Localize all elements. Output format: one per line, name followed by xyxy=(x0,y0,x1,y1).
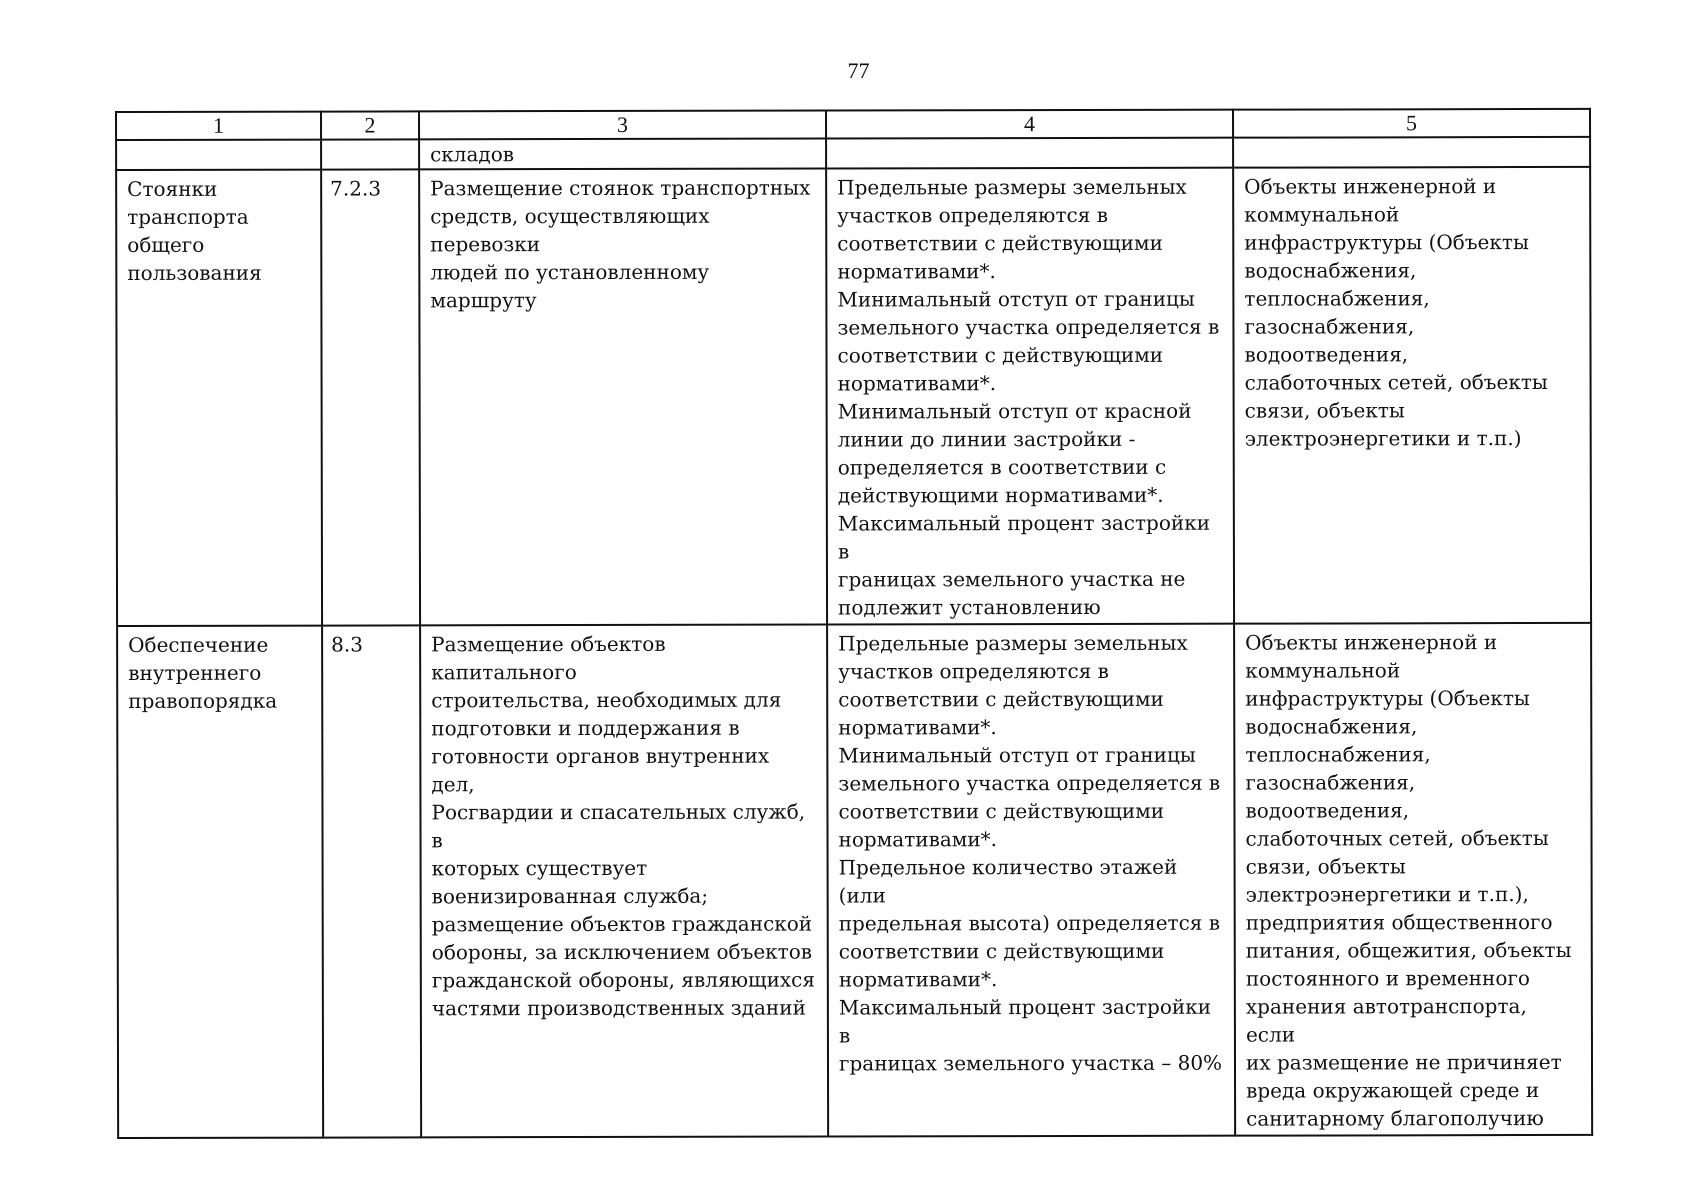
use-type-parameters: Предельные размеры земельных участков определяются в соответствии с действующими нормативами*. Минимальный отступ от границы земельного участка определяется в соответствии с действующими нормативами*. Предельное количество этажей (или предельная высота) определяется в соответствии с действующими нормативами*. Максимальный процент застройки в границах земельного участка – 80% xyxy=(827,624,1235,1137)
continuation-cell-4 xyxy=(826,138,1233,169)
use-type-name: Обеспечение внутреннего правопорядка xyxy=(117,626,323,1138)
column-header-3: 3 xyxy=(419,111,826,140)
column-header-5: 5 xyxy=(1233,109,1590,138)
column-header-4: 4 xyxy=(826,110,1233,139)
use-type-code: 7.2.3 xyxy=(321,169,420,625)
use-type-auxiliary: Объекты инженерной и коммунальной инфраструктуры (Объекты водоснабжения, теплоснабжения, газоснабжения, водоотведения, слаботочных сетей, объекты связи, объекты электроэнергетики и т.п.), предприятия общественного питания, общежития, объекты постоянного и временного хранения автотранспорта, если их размещение не причиняет вреда окружающей среде и санитарному благополучию xyxy=(1234,623,1592,1136)
use-type-description: Размещение стоянок транспортных средств, осуществляющих перевозки людей по установленному маршруту xyxy=(419,169,827,626)
use-type-description: Размещение объектов капитального строительства, необходимых для подготовки и поддержания в готовности органов внутренних дел, Росгвардии и спасательных служб, в которых существует военизированная служба; размещение объектов гражданской обороны, за исключением объектов гражданской обороны, являющихся частями производственных зданий xyxy=(420,625,828,1138)
use-type-code: 8.3 xyxy=(322,625,421,1137)
land-use-table xyxy=(115,108,1593,1139)
continuation-cell-2 xyxy=(321,139,419,169)
column-header-2: 2 xyxy=(321,111,419,139)
continuation-cell-5 xyxy=(1233,137,1590,168)
continuation-cell-3: складов xyxy=(419,139,826,170)
continuation-row xyxy=(116,137,1590,170)
continuation-cell-1 xyxy=(116,140,321,170)
table-row xyxy=(117,623,1592,1138)
table-header-row xyxy=(116,109,1590,140)
page-number: 77 xyxy=(847,58,870,83)
use-type-name: Стоянки транспорта общего пользования xyxy=(116,170,322,626)
table-row xyxy=(116,167,1591,626)
column-header-1: 1 xyxy=(116,112,321,140)
use-type-parameters: Предельные размеры земельных участков определяются в соответствии с действующими нормативами*. Минимальный отступ от границы земельного участка определяется в соответствии с действующими нормативами*. Минимальный отступ от красной линии до линии застройки - определяется в соответствии с действующими нормативами*. Максимальный процент застройки в границах земельного участка не подлежит установлению xyxy=(826,168,1234,625)
use-type-auxiliary: Объекты инженерной и коммунальной инфраструктуры (Объекты водоснабжения, теплоснабжения, газоснабжения, водоотведения, слаботочных сетей, объекты связи, объекты электроэнергетики и т.п.) xyxy=(1233,167,1591,624)
